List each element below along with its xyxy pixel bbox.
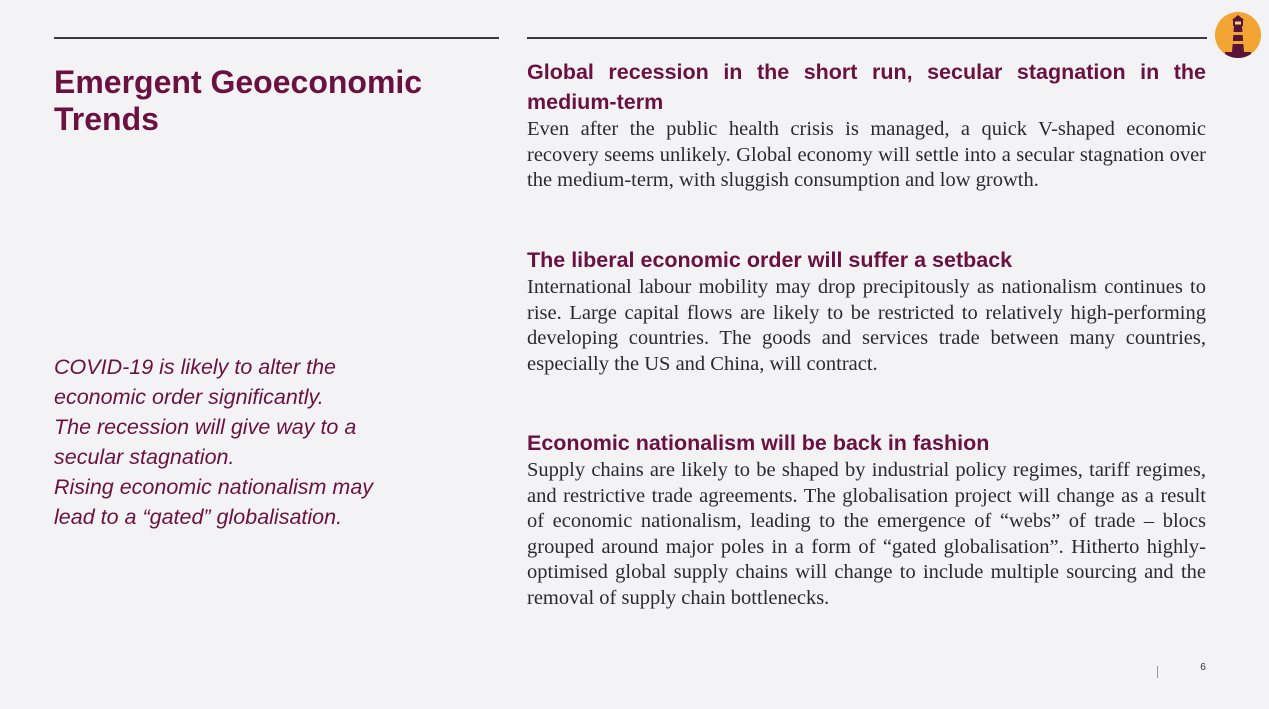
page-number-separator (1157, 666, 1158, 678)
summary-line: The recession will give way to a (54, 415, 357, 439)
section-heading: Economic nationalism will be back in fashion (527, 431, 990, 455)
slide-title: Emergent Geoeconomic Trends (54, 64, 423, 137)
top-rule-left (54, 37, 499, 39)
section-body: Supply chains are likely to be shaped by industrial policy regimes, tariff regimes, and restrictive trade agreements. The globalisation project will change as a result of economic nationalism, leading to the emergence of “webs” of trade – blocs grouped around major poles in a form of “gated globalisation”. Hitherto highly-optimised global supply chains will change to include multiple sourcing and the removal of supply chain bottlenecks. (527, 459, 1206, 609)
summary-line: Rising economic nationalism may (54, 475, 374, 499)
section-heading: The liberal economic order will suffer a setback (527, 248, 1013, 272)
summary-line: lead to a “gated” globalisation. (54, 505, 343, 529)
summary-line: COVID-19 is likely to alter the (54, 355, 336, 379)
section-heading: Global recession in the short run, secular stagnation in the medium-term (527, 60, 1206, 114)
top-rule-right (527, 37, 1207, 39)
section-body: International labour mobility may drop precipitously as nationalism continues to rise. Large capital flows are likely to be restricted to relatively high-performing developing countries. The goods and services trade between many countries, especially the US and China, will contract. (527, 276, 1206, 375)
section-economic-nationalism (527, 428, 1206, 612)
summary-text (54, 352, 454, 532)
summary-line: secular stagnation. (54, 445, 235, 469)
section-body: Even after the public health crisis is managed, a quick V-shaped economic recovery seems unlikely. Global economy will settle into a secular stagnation over the medium-term, with sluggish consumption and low growth. (527, 118, 1206, 192)
section-recession (527, 57, 1206, 194)
page-number: 6 (1200, 662, 1206, 673)
section-liberal-order (527, 245, 1206, 377)
summary-line: economic order significantly. (54, 385, 324, 409)
lighthouse-icon (1215, 12, 1261, 58)
